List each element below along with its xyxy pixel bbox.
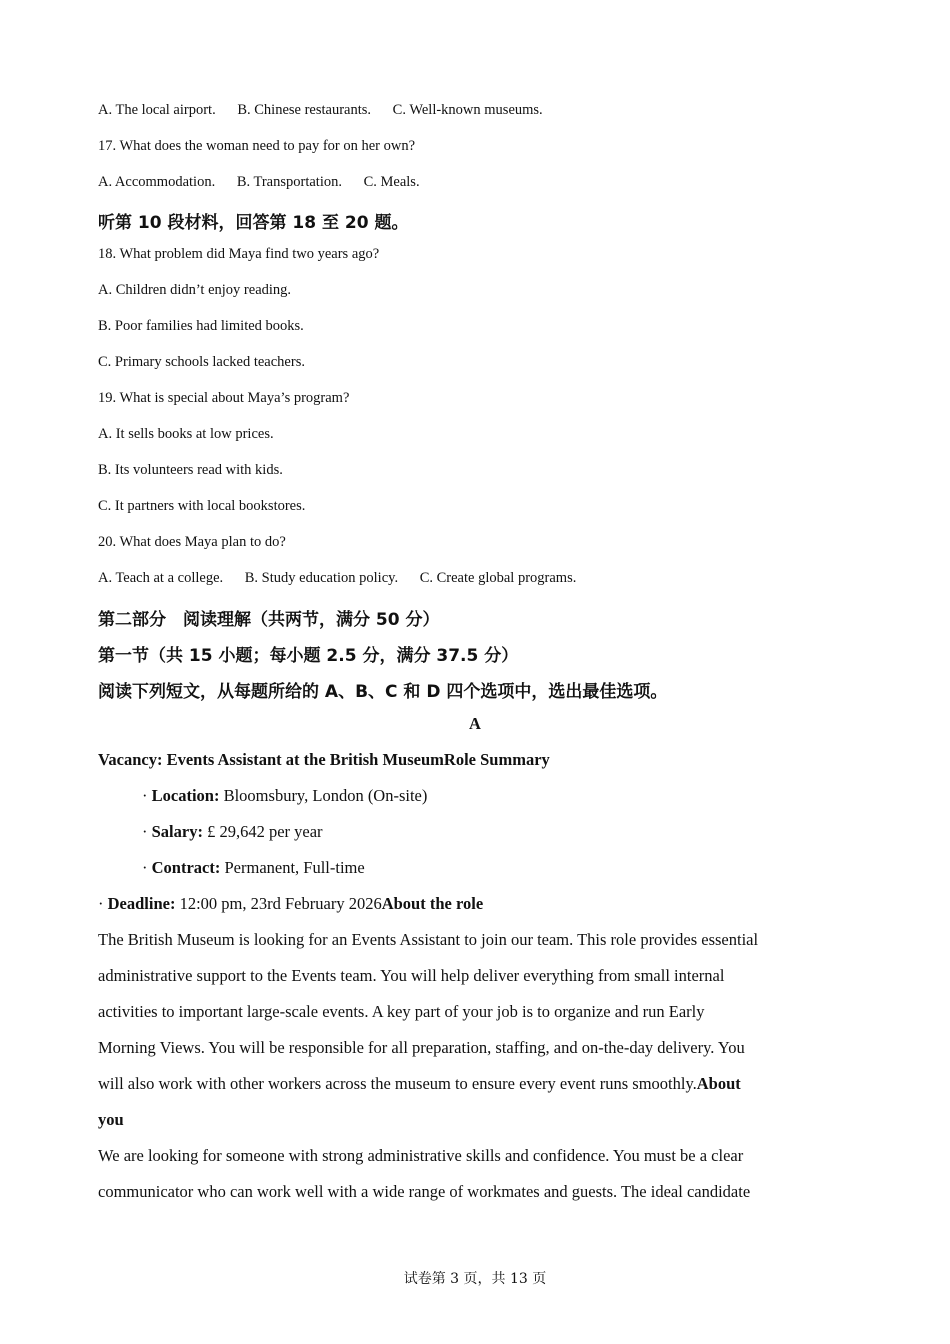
- q16-option-c: C. Well-known museums.: [392, 102, 543, 118]
- role-line-3: activities to important large-scale events. A key part of your job is to organize and run Early: [98, 1002, 705, 1021]
- q18-option-b: B. Poor families had limited books.: [98, 318, 304, 334]
- salary-label: Salary:: [151, 822, 203, 841]
- q19-option-a: A. It sells books at low prices.: [98, 426, 274, 442]
- contract-value: Permanent, Full-time: [224, 858, 365, 877]
- about-role-heading: About the role: [381, 894, 484, 913]
- q17-options: [98, 174, 420, 191]
- q16-option-a: A. The local airport.: [98, 102, 216, 118]
- location-value: Bloomsbury, London (On-site): [223, 786, 428, 805]
- q20-options: [98, 570, 576, 587]
- q18-option-a: A. Children didn’t enjoy reading.: [98, 282, 292, 298]
- q19-question: 19. What is special about Maya’s program?: [98, 390, 350, 406]
- q17-option-a: A. Accommodation.: [98, 174, 216, 190]
- q20-option-b: B. Study education policy.: [244, 570, 399, 586]
- reading-instruction: 阅读下列短文，从每题所给的 A、B、C 和 D 四个选项中，选出最佳选项。: [98, 682, 668, 702]
- q17-option-b: B. Transportation.: [236, 174, 342, 190]
- deadline-label: Deadline:: [107, 894, 176, 913]
- role-line-5: will also work with other workers across the museum to ensure every event runs smoothly.: [98, 1074, 697, 1093]
- role-line-2: administrative support to the Events team. You will help deliver everything from small internal: [98, 966, 725, 985]
- q20-option-c: C. Create global programs.: [419, 570, 577, 586]
- vacancy-title: Vacancy: Events Assistant at the British MuseumRole Summary: [98, 750, 550, 769]
- q20-option-a: A. Teach at a college.: [98, 570, 224, 586]
- contract-label: Contract:: [151, 858, 221, 877]
- section-10-heading: 听第 10 段材料，回答第 18 至 20 题。: [98, 213, 409, 233]
- deadline-value: 12:00 pm, 23rd February 2026: [179, 894, 382, 913]
- q17-question: 17. What does the woman need to pay for on her own?: [98, 138, 416, 154]
- location-label: Location:: [151, 786, 220, 805]
- q19-option-c: C. It partners with local bookstores.: [98, 498, 306, 514]
- deadline-item: · Deadline: 12:00 pm, 23rd February 2026About the role: [98, 894, 484, 913]
- section-1-heading: 第一节（共 15 小题；每小题 2.5 分，满分 37.5 分）: [98, 646, 519, 666]
- about-you-heading-part2: you: [98, 1110, 124, 1129]
- you-line-2: communicator who can work well with a wide range of workmates and guests. The ideal candidate: [98, 1182, 751, 1201]
- location-item: · Location: Bloomsbury, London (On-site): [142, 786, 428, 805]
- role-line-5-wrap: [98, 1074, 741, 1094]
- role-line-4: Morning Views. You will be responsible for all preparation, staffing, and on-the-day delivery. You: [98, 1038, 745, 1057]
- q16-options: [98, 102, 543, 119]
- salary-value: £ 29,642 per year: [207, 822, 323, 841]
- page-footer: 试卷第 3 页，共 13 页: [403, 1271, 547, 1287]
- passage-letter: A: [469, 714, 481, 733]
- q19-option-b: B. Its volunteers read with kids.: [98, 462, 283, 478]
- contract-item: · Contract: Permanent, Full-time: [142, 858, 365, 877]
- about-you-heading-part1: About: [696, 1074, 741, 1093]
- you-line-1: We are looking for someone with strong administrative skills and confidence. You must be a clear: [98, 1146, 744, 1165]
- role-line-1: The British Museum is looking for an Events Assistant to join our team. This role provides essential: [98, 930, 759, 949]
- q18-question: 18. What problem did Maya find two years ago?: [98, 246, 380, 262]
- part-2-heading: 第二部分 阅读理解（共两节，满分 50 分）: [98, 610, 440, 630]
- q16-option-b: B. Chinese restaurants.: [237, 102, 372, 118]
- q20-question: 20. What does Maya plan to do?: [98, 534, 286, 550]
- q18-option-c: C. Primary schools lacked teachers.: [98, 354, 305, 370]
- salary-item: · Salary: £ 29,642 per year: [142, 822, 323, 841]
- q17-option-c: C. Meals.: [363, 174, 420, 190]
